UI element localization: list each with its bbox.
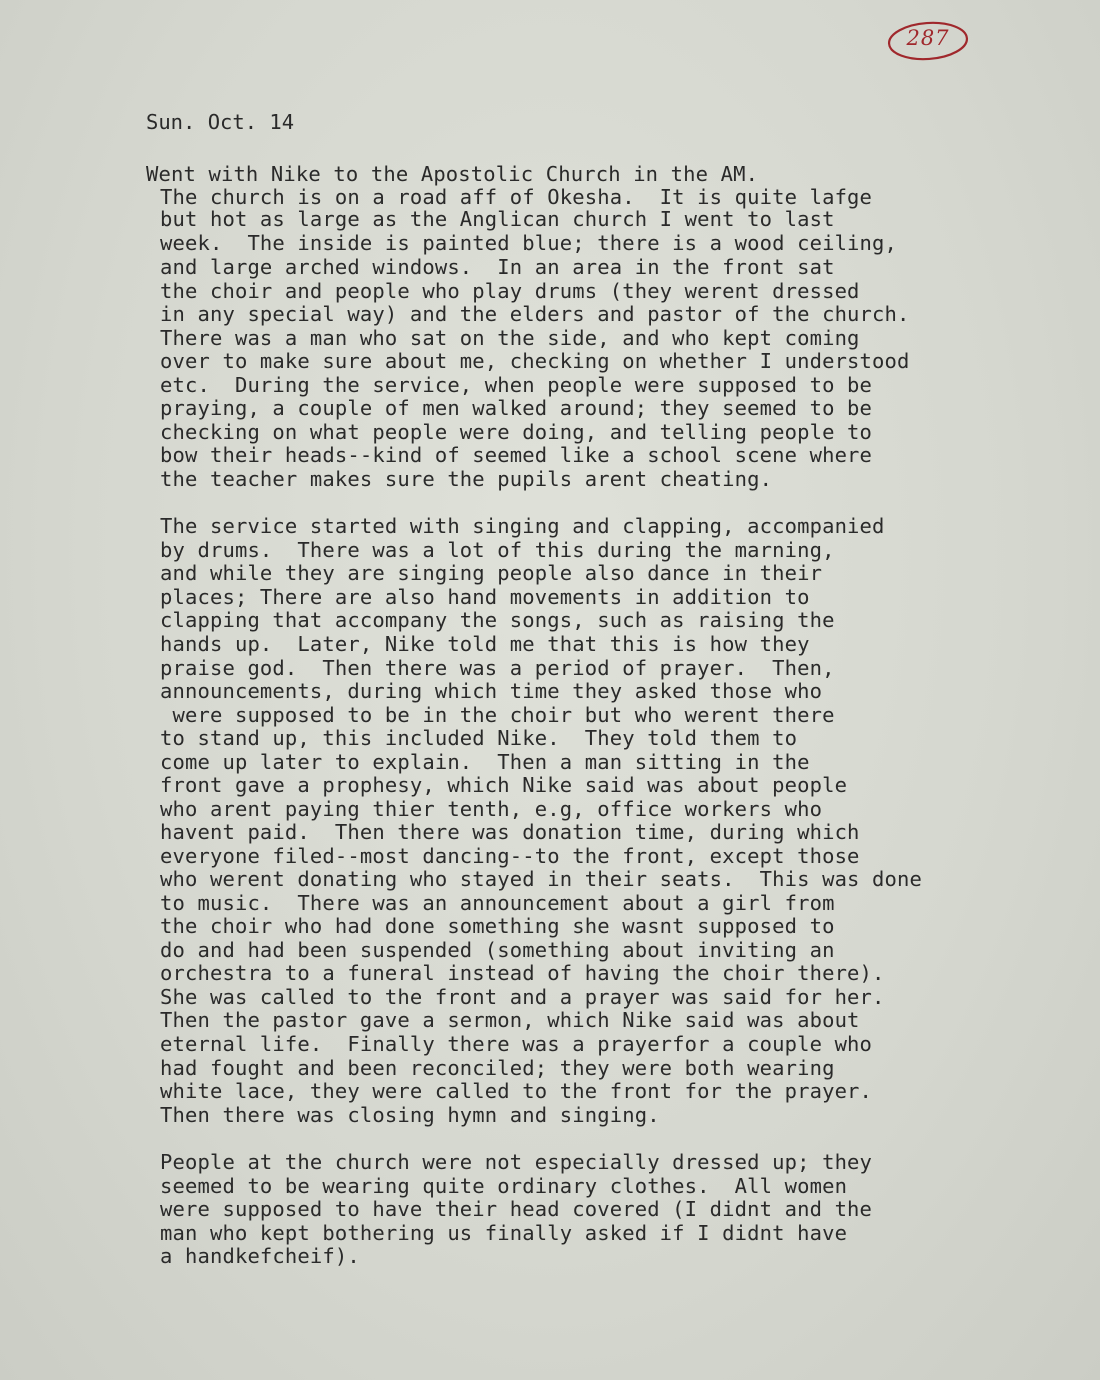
text-line: the choir and people who play drums (they werent dressed (160, 279, 860, 303)
page-number-stamp (886, 20, 970, 62)
text-line: etc. During the service, when people were supposed to be (160, 373, 873, 397)
text-line: bow their heads--kind of seemed like a school scene where (160, 443, 873, 467)
text-line: by drums. There was a lot of this during the marning, (160, 538, 835, 562)
text-line: over to make sure about me, checking on whether I understood (160, 349, 910, 373)
text-line: were supposed to have their head covered (I didnt and the (160, 1197, 873, 1221)
text-line: eternal life. Finally there was a prayerfor a couple who (160, 1032, 873, 1056)
text-line: the teacher makes sure the pupils arent cheating. (160, 467, 773, 491)
text-line: Then there was closing hymn and singing. (160, 1103, 660, 1127)
text-line: everyone filed--most dancing--to the front, except those (160, 844, 860, 868)
text-line: the choir who had done something she wasnt supposed to (160, 914, 835, 938)
text-line: announcements, during which time they asked those who (160, 679, 823, 703)
text-line: praise god. Then there was a period of prayer. Then, (160, 656, 835, 680)
text-line: in any special way) and the elders and pastor of the church. (160, 302, 910, 326)
text-line: seemed to be wearing quite ordinary clothes. All women (160, 1174, 848, 1198)
text-line: orchestra to a funeral instead of having the choir there). (160, 961, 885, 985)
text-line: front gave a prophesy, which Nike said was about people (160, 773, 848, 797)
text-line: havent paid. Then there was donation time, during which (160, 820, 860, 844)
text-line: do and had been suspended (something about inviting an (160, 938, 835, 962)
text-line: and while they are singing people also dance in their (160, 561, 823, 585)
entry-date: Sun. Oct. 14 (146, 110, 295, 134)
text-line: week. The inside is painted blue; there is a wood ceiling, (160, 231, 898, 255)
text-line: white lace, they were called to the front for the prayer. (160, 1079, 873, 1103)
text-line: to stand up, this included Nike. They told them to (160, 726, 798, 750)
text-line: Went with Nike to the Apostolic Church in the AM. (146, 162, 759, 186)
text-line: checking on what people were doing, and telling people to (160, 420, 873, 444)
text-line: People at the church were not especially dressed up; they (160, 1150, 873, 1174)
text-line: The church is on a road aff of Okesha. It is quite lafge (160, 185, 873, 209)
text-line: There was a man who sat on the side, and who kept coming (160, 326, 860, 350)
text-line: a handkefcheif). (160, 1244, 360, 1268)
text-line: were supposed to be in the choir but who werent there (160, 703, 835, 727)
text-line: who werent donating who stayed in their seats. This was done (160, 867, 923, 891)
page-number: 287 (906, 26, 950, 50)
text-line: but hot as large as the Anglican church I went to last (160, 207, 835, 231)
text-line: come up later to explain. Then a man sitting in the (160, 750, 810, 774)
text-line: praying, a couple of men walked around; they seemed to be (160, 396, 873, 420)
text-line: hands up. Later, Nike told me that this is how they (160, 632, 810, 656)
text-line: clapping that accompany the songs, such as raising the (160, 608, 835, 632)
text-line: and large arched windows. In an area in the front sat (160, 255, 835, 279)
text-line: places; There are also hand movements in addition to (160, 585, 810, 609)
text-line: man who kept bothering us finally asked if I didnt have (160, 1221, 848, 1245)
text-line: had fought and been reconciled; they were both wearing (160, 1056, 835, 1080)
text-line: She was called to the front and a prayer was said for her. (160, 985, 885, 1009)
text-line: Then the pastor gave a sermon, which Nike said was about (160, 1008, 860, 1032)
text-line: The service started with singing and clapping, accompanied (160, 514, 885, 538)
text-line: who arent paying thier tenth, e.g, office workers who (160, 797, 823, 821)
text-line: to music. There was an announcement about a girl from (160, 891, 835, 915)
